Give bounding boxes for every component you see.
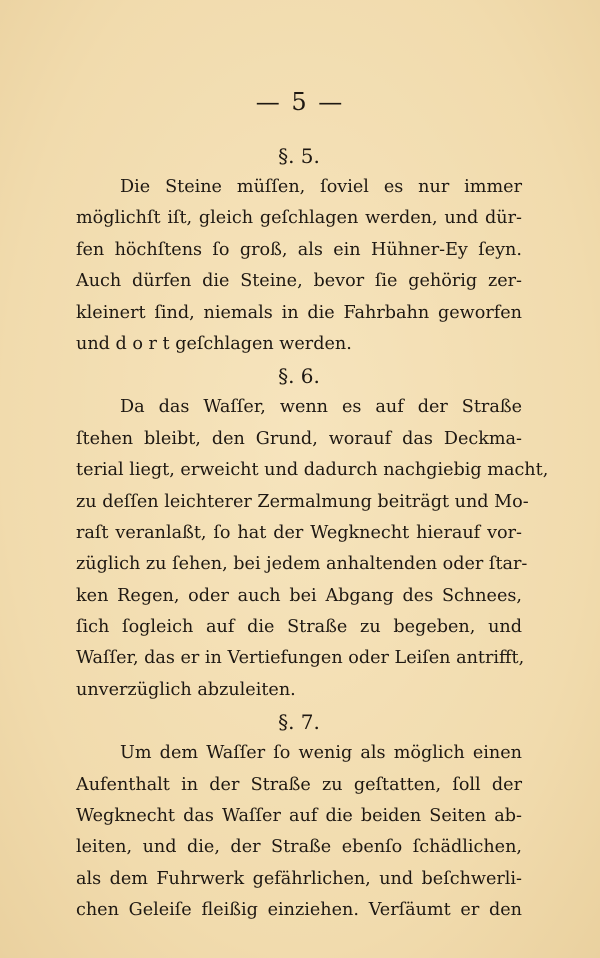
text-line: und d o r t geſchlagen werden. bbox=[76, 333, 352, 354]
text-line: ken Regen, oder auch bei Abgang des Schnees, bbox=[76, 585, 522, 606]
section-7 bbox=[76, 706, 522, 926]
section-5 bbox=[76, 140, 522, 360]
text-line: chen Geleiſe fleißig einziehen. Verſäumt er den bbox=[76, 900, 522, 921]
text-line: Da das Waſſer, wenn es auf der Straße bbox=[120, 397, 522, 418]
section-heading: §. 5. bbox=[278, 144, 320, 168]
page-body bbox=[76, 140, 549, 927]
text-line: fen höchſtens ſo groß, als ein Hühner-Ey ſeyn. bbox=[76, 239, 522, 260]
text-line: ſtehen bleibt, den Grund, worauf das Deckma- bbox=[76, 428, 522, 449]
text-line: terial liegt, erweicht und dadurch nachgiebig macht, bbox=[76, 460, 549, 481]
section-6 bbox=[76, 360, 549, 706]
text-line: Um dem Waſſer ſo wenig als möglich einen bbox=[120, 743, 522, 764]
text-line: züglich zu ſehen, bei jedem anhaltenden oder ſtar- bbox=[76, 554, 528, 575]
text-line: kleinert ſind, niemals in die Fahrbahn geworfen bbox=[76, 302, 522, 323]
text-line: ſich ſogleich auf die Straße zu begeben, und bbox=[76, 617, 522, 638]
text-line: Die Steine müſſen, ſoviel es nur immer bbox=[120, 177, 522, 197]
text-line: als dem Fuhrwerk gefährlichen, und beſchwerli- bbox=[76, 868, 522, 889]
page-number: — 5 — bbox=[255, 88, 345, 116]
section-heading: §. 7. bbox=[278, 710, 320, 735]
text-line: Wegknecht das Waſſer auf die beiden Seiten ab- bbox=[76, 806, 522, 827]
text-line: leiten, und die, der Straße ebenſo ſchädlichen, bbox=[76, 837, 522, 858]
text-line: unverzüglich abzuleiten. bbox=[76, 679, 296, 700]
text-line: Waſſer, das er in Vertiefungen oder Leiſen antrifft, bbox=[76, 648, 525, 669]
text-line: möglichſt iſt, gleich geſchlagen werden, und dür- bbox=[76, 208, 522, 229]
text-line: raſt veranlaßt, ſo hat der Wegknecht hierauf vor- bbox=[76, 522, 522, 543]
text-line: Aufenthalt in der Straße zu geſtatten, ſoll der bbox=[76, 774, 522, 795]
section-heading: §. 6. bbox=[278, 364, 320, 389]
text-line: zu deſſen leichterer Zermalmung beiträgt und Mo- bbox=[76, 491, 529, 512]
text-line: Auch dürfen die Steine, bevor ſie gehörig zer- bbox=[76, 271, 522, 292]
